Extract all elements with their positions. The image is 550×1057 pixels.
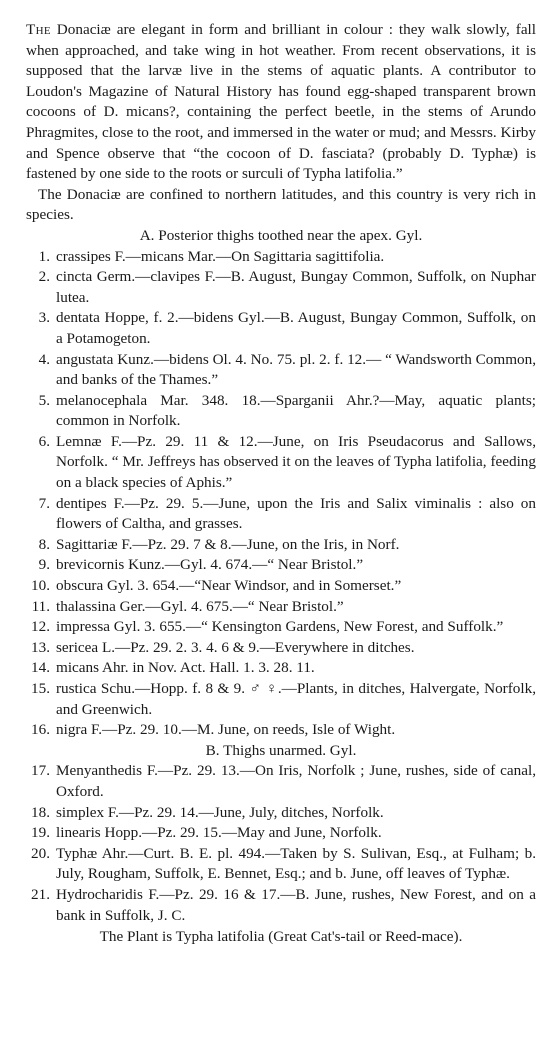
entry-number: 4. bbox=[38, 350, 50, 368]
intro-lead: The bbox=[26, 21, 51, 38]
entry-number: 14. bbox=[31, 659, 50, 677]
entry-number: 18. bbox=[31, 803, 50, 821]
entry-number: 10. bbox=[31, 577, 50, 595]
species-entry bbox=[26, 658, 536, 679]
entry-text: sericea L.—Pz. 29. 2. 3. 4. 6 & 9.—Everywhere in ditches. bbox=[56, 638, 415, 656]
entry-text: crassipes F.—micans Mar.—On Sagittaria sagittifolia. bbox=[56, 247, 385, 265]
species-entry bbox=[26, 391, 536, 432]
species-entry bbox=[26, 638, 536, 659]
entry-text: brevicornis Kunz.—Gyl. 4. 674.—“ Near Bristol.” bbox=[56, 556, 364, 574]
entry-text: micans Ahr. in Nov. Act. Hall. 1. 3. 28. 11. bbox=[56, 659, 315, 677]
species-entry bbox=[26, 823, 536, 844]
species-entry bbox=[26, 308, 536, 349]
entry-number: 3. bbox=[38, 309, 50, 327]
species-entry bbox=[26, 803, 536, 824]
section-heading-a: A. Posterior thighs toothed near the apex. Gyl. bbox=[139, 226, 423, 244]
entry-number: 9. bbox=[38, 556, 50, 574]
entry-number: 17. bbox=[31, 762, 50, 780]
species-entry bbox=[26, 885, 536, 926]
entry-number: 21. bbox=[31, 885, 50, 903]
entry-number: 2. bbox=[38, 268, 50, 286]
species-entry bbox=[26, 494, 536, 535]
species-entry bbox=[26, 761, 536, 802]
entry-number: 11. bbox=[31, 597, 50, 615]
entry-text: linearis Hopp.—Pz. 29. 15.—May and June, Norfolk. bbox=[56, 824, 382, 842]
entry-text: dentipes F.—Pz. 29. 5.—June, upon the Iris and Salix viminalis : also on flowers of Caltha, and grasses. bbox=[56, 494, 536, 533]
entry-number: 6. bbox=[38, 432, 50, 450]
entry-number: 19. bbox=[31, 824, 50, 842]
entry-text: Hydrocharidis F.—Pz. 29. 16 & 17.—B. June, rushes, New Forest, and on a bank in Suffolk, J. C. bbox=[56, 885, 536, 924]
species-entry bbox=[26, 679, 536, 720]
entry-number: 20. bbox=[31, 844, 50, 862]
entry-number: 15. bbox=[31, 680, 50, 697]
species-entry bbox=[26, 597, 536, 618]
species-entry bbox=[26, 247, 536, 268]
species-entry bbox=[26, 720, 536, 741]
species-list-a bbox=[26, 247, 536, 741]
section-heading-b: B. Thighs unarmed. Gyl. bbox=[205, 741, 357, 759]
entry-text: angustata Kunz.—bidens Ol. 4. No. 75. pl. 2. f. 12.— “ Wandsworth Common, and banks of the Thames.” bbox=[56, 350, 536, 389]
entry-text: Typhæ Ahr.—Curt. B. E. pl. 494.—Taken by S. Sulivan, Esq., at Fulham; b. July, Rougham, Suffolk, E. Bennet, Esq.; and b. June, off leaves of Typhæ. bbox=[56, 844, 536, 883]
entry-text: Lemnæ F.—Pz. 29. 11 & 12.—June, on Iris Pseudacorus and Sallows, Norfolk. “ Mr. Jeffreys has observed it on the leaves of Typha latifolia, feeding on a black species of Aphis.” bbox=[56, 432, 536, 492]
entry-number: 8. bbox=[38, 535, 50, 553]
entry-number: 13. bbox=[31, 638, 50, 656]
entry-number: 5. bbox=[38, 391, 50, 409]
entry-text: rustica Schu.—Hopp. f. 8 & 9. ♂ ♀.—Plants, in ditches, Halvergate, Norfolk, and Greenwich. bbox=[56, 680, 536, 718]
species-entry bbox=[26, 267, 536, 308]
entry-text: cincta Germ.—clavipes F.—B. August, Bungay Common, Suffolk, on Nuphar lutea. bbox=[56, 268, 536, 306]
entry-text: melanocephala Mar. 348. 18.—Sparganii Ahr.?—May, aquatic plants; common in Norfolk. bbox=[56, 391, 536, 430]
entry-number: 7. bbox=[38, 494, 50, 512]
species-entry bbox=[26, 576, 536, 597]
entry-text: Menyanthedis F.—Pz. 29. 13.—On Iris, Norfolk ; June, rushes, side of canal, Oxford. bbox=[56, 762, 536, 800]
entry-text: dentata Hoppe, f. 2.—bidens Gyl.—B. August, Bungay Common, Suffolk, on a Potamogeton. bbox=[56, 309, 536, 347]
entry-text: simplex F.—Pz. 29. 14.—June, July, ditches, Norfolk. bbox=[56, 803, 384, 821]
entry-number: 1. bbox=[38, 247, 50, 265]
species-entry bbox=[26, 350, 536, 391]
entry-number: 12. bbox=[31, 618, 50, 636]
entry-text: obscura Gyl. 3. 654.—“Near Windsor, and in Somerset.” bbox=[56, 577, 402, 595]
intro-text: Donaciæ are elegant in form and brilliant in colour : they walk slowly, fall when approached, and take wing in hot weather. From recent observations, it is supposed that the larvæ live in the stems of aquatic plants. A contributor to Loudon's Magazine of Natural History has found egg-shaped transparent brown cocoons of D. micans?, containing the perfect beetle, in the stems of Arundo Phragmites, close to the root, and immersed in the water or mud; and Messrs. Kirby and Spence observe that “the cocoon of D. fasciata? (probably D. Typhæ) is fastened by one side to the roots or surculi of Typha latifolia.” bbox=[26, 21, 536, 183]
species-entry bbox=[26, 617, 536, 638]
species-entry bbox=[26, 432, 536, 494]
species-entry bbox=[26, 535, 536, 556]
species-entry bbox=[26, 844, 536, 885]
closing-line: The Plant is Typha latifolia (Great Cat's-tail or Reed-mace). bbox=[99, 928, 463, 946]
intro-paragraph bbox=[26, 20, 536, 185]
entry-number: 16. bbox=[31, 721, 50, 739]
entry-text: Sagittariæ F.—Pz. 29. 7 & 8.—June, on the Iris, in Norf. bbox=[56, 535, 400, 553]
entry-text: nigra F.—Pz. 29. 10.—M. June, on reeds, Isle of Wight. bbox=[56, 721, 396, 739]
entry-text: thalassina Ger.—Gyl. 4. 675.—“ Near Bristol.” bbox=[56, 597, 344, 615]
species-entry bbox=[26, 555, 536, 576]
distribution-paragraph: The Donaciæ are confined to northern latitudes, and this country is very rich in species. bbox=[26, 185, 536, 224]
entry-text: impressa Gyl. 3. 655.—“ Kensington Gardens, New Forest, and Suffolk.” bbox=[56, 618, 504, 636]
species-list-b bbox=[26, 761, 536, 926]
